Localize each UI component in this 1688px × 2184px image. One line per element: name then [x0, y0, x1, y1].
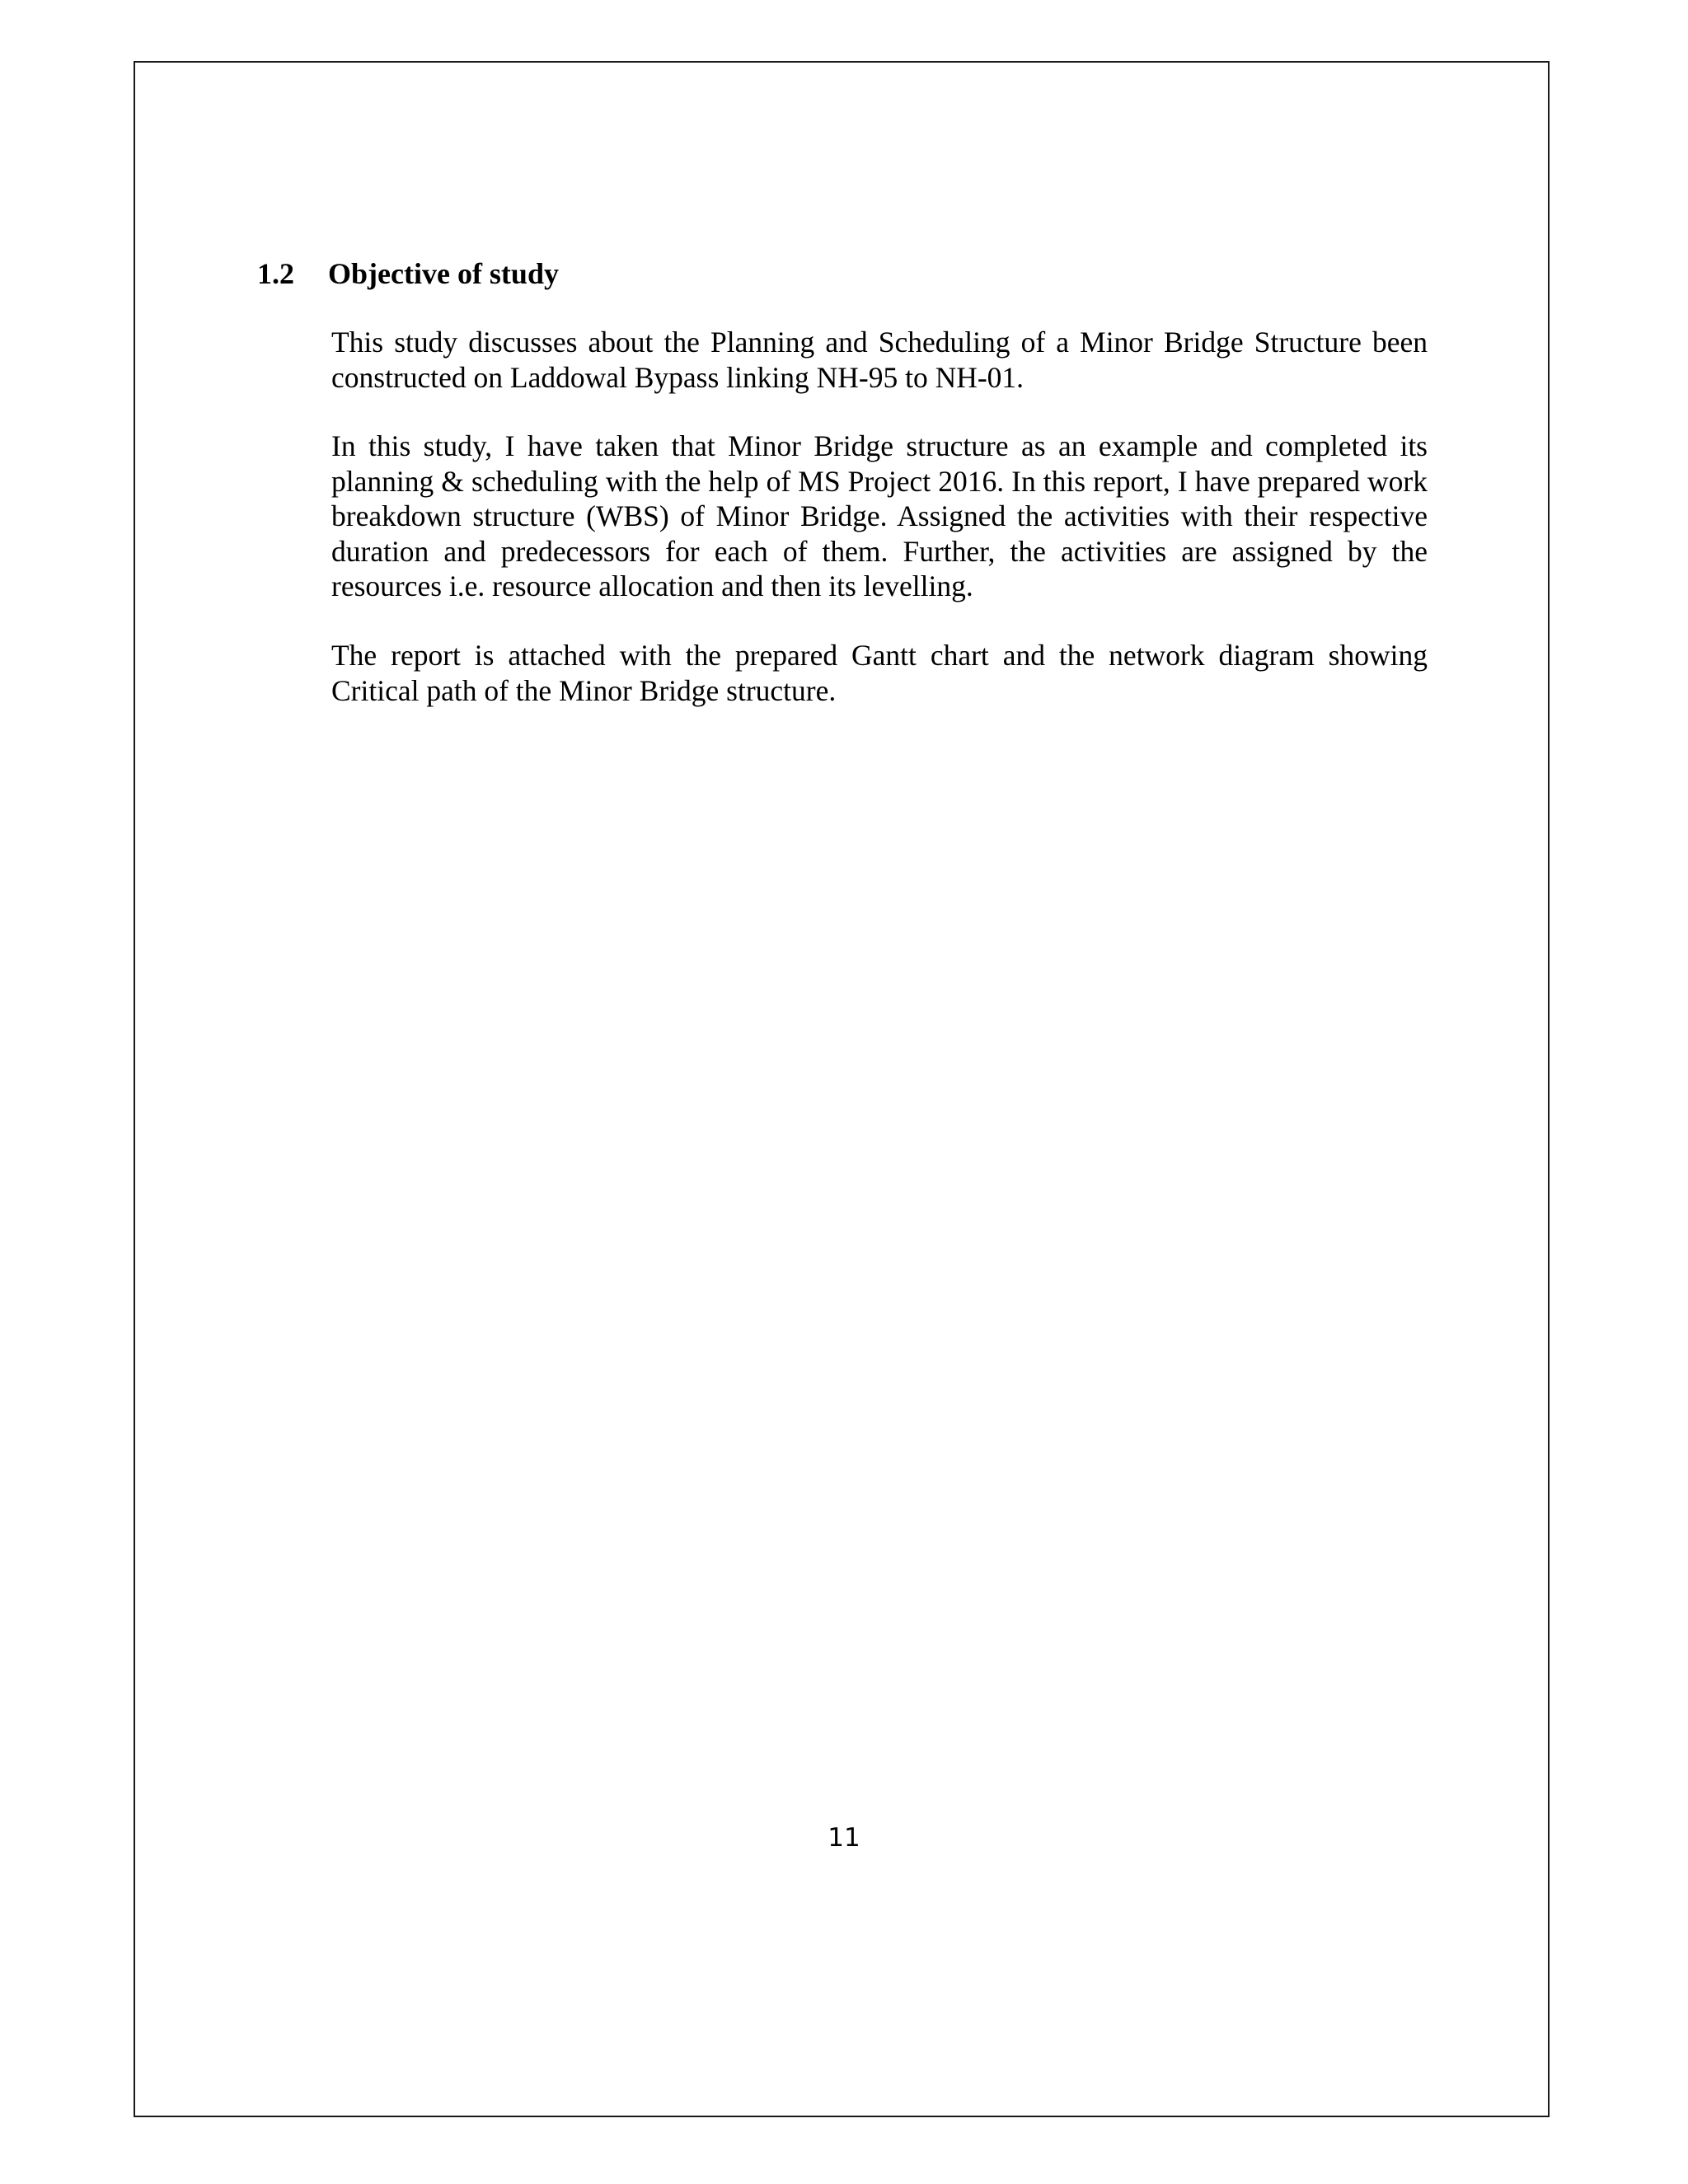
section-number: 1.2 — [257, 257, 294, 290]
paragraph-study-method: In this study, I have taken that Minor Bridge structure as an example and completed its planning & scheduling with the help of MS Project 2016. In this report, I have prepared work breakdown structure (WBS) of Minor Bridge. Assigned the activities with their respective duration and predecessors for each of them. Further, the activities are assigned by the resources i.e. resource allocation and then its levelling. — [331, 429, 1428, 602]
section-title: Objective of study — [328, 257, 559, 290]
section-heading — [257, 255, 559, 292]
paragraph-report-attachments: The report is attached with the prepared Gantt chart and the network diagram showing Critical path of the Minor Bridge structure. — [331, 639, 1428, 707]
page-number: 11 — [828, 1823, 860, 1853]
paragraph-study-overview: This study discusses about the Planning and Scheduling of a Minor Bridge Structure been constructed on Laddowal Bypass linking NH-95 to NH-01. — [331, 326, 1428, 394]
